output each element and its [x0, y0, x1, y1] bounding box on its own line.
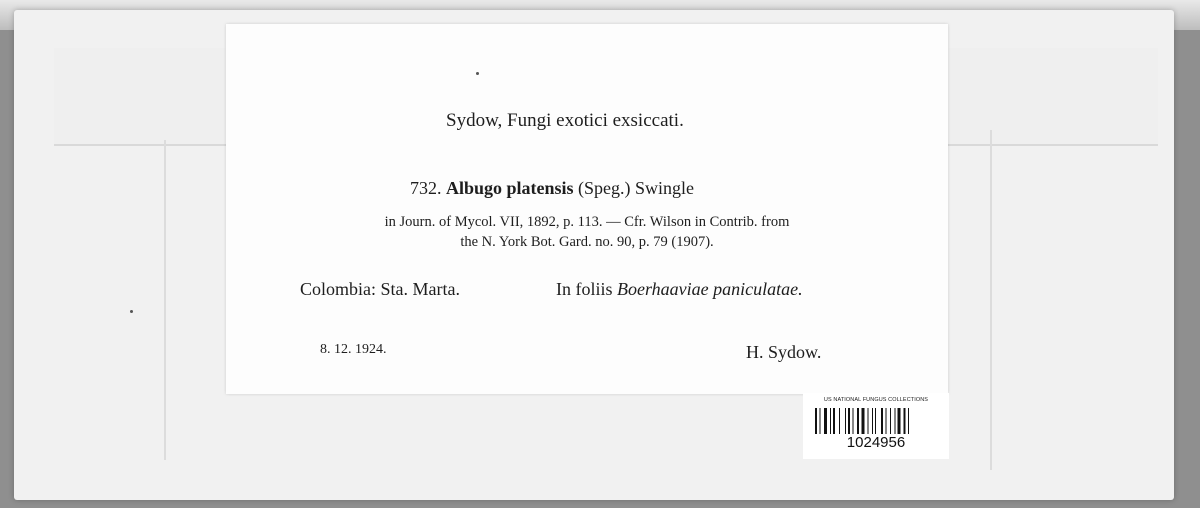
citation-line-1: in Journ. of Mycol. VII, 1892, p. 113. — Cfr. Wilson in Contrib. from: [384, 214, 790, 230]
ink-dot: [476, 72, 479, 75]
collector: H. Sydow.: [746, 342, 822, 362]
fold-line-left: [164, 140, 166, 460]
citation: [304, 212, 870, 252]
collection-date: 8. 12. 1924.: [320, 342, 387, 357]
species-name: Albugo platensis: [446, 178, 574, 198]
exsiccata-number: 732.: [410, 178, 442, 198]
host-name: Boerhaaviae paniculatae.: [617, 279, 803, 299]
fold-line-right: [990, 130, 992, 470]
barcode-label: [803, 393, 949, 459]
series-title: Sydow, Fungi exotici exsiccati.: [446, 110, 684, 131]
specimen-envelope: [14, 10, 1174, 500]
barcode-icon: [815, 408, 939, 434]
specimen-label: [226, 24, 948, 394]
species-authority: (Speg.) Swingle: [578, 178, 695, 198]
locality: Colombia: Sta. Marta.: [300, 279, 460, 299]
barcode-number: 1024956: [846, 434, 906, 451]
barcode-institution: US NATIONAL FUNGUS COLLECTIONS: [823, 397, 929, 403]
substrate: [556, 279, 803, 300]
ink-dot: [130, 310, 133, 313]
citation-line-2: the N. York Bot. Gard. no. 90, p. 79 (1907).: [460, 234, 714, 250]
species-line: [410, 178, 694, 199]
substrate-prefix: In foliis: [556, 279, 613, 299]
